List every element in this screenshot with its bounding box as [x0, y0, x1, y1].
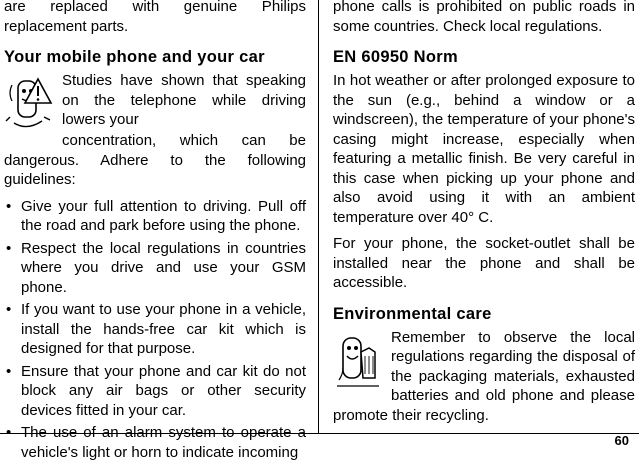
guidelines-list [4, 197, 306, 463]
environment-paragraph [333, 328, 635, 426]
warning-text: Studies have shown that speaking on the telephone while driving lowers your [62, 72, 306, 128]
norm-paragraph: In hot weather or after prolonged exposure to the sun (e.g., behind a window or a windscreen), the temperature of your phone's casing might increase, especially when featuring a metallic finish. Be very careful in this case when picking up your phone and also avoid using it with an ambient temperature over 40° C. [333, 72, 635, 226]
list-item: • If you want to use your phone in a vehicle, install the hands-free car kit which is designed for that purpose. [4, 300, 306, 359]
page-number: 60 [614, 433, 629, 448]
recycling-phone-icon [333, 330, 383, 394]
list-item: • Give your full attention to driving. Pull off the road and park before using the phone. [4, 197, 306, 236]
warning-phone-icon [4, 73, 54, 133]
section-heading-environment: Environmental care [333, 304, 492, 323]
intro-text: are replaced with genuine Philips replacement parts. [4, 0, 306, 35]
column-divider [318, 0, 319, 433]
right-column [333, 0, 635, 425]
warning-paragraph [4, 71, 306, 133]
list-item: • The use of an alarm system to operate a vehicle's light or horn to indicate incoming [4, 423, 306, 462]
environment-text: Remember to observe the local regulations regarding the disposal of the packaging materials, exhausted batteries and old phone and please promote their recycling. [333, 328, 635, 424]
list-item: • Ensure that your phone and car kit do not block any air bags or other security devices fitted in your car. [4, 362, 306, 421]
section-heading-car: Your mobile phone and your car [4, 48, 265, 66]
section-heading-norm: EN 60950 Norm [333, 48, 458, 66]
list-item: • Respect the local regulations in countries where you drive and use your GSM phone. [4, 239, 306, 298]
continued-text: phone calls is prohibited on public roads in some countries. Check local regulations. [333, 0, 635, 35]
socket-paragraph: For your phone, the socket-outlet shall be installed near the phone and shall be accessible. [333, 235, 635, 291]
warning-text-continued: concentration, which can be dangerous. Adhere to the following guidelines: [4, 132, 306, 188]
left-column [4, 0, 306, 465]
